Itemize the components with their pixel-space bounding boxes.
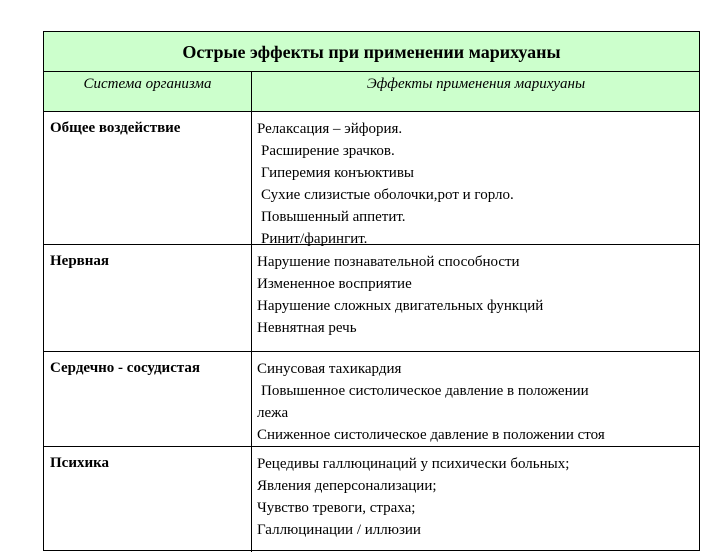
effect-line: Расширение зрачков. — [261, 143, 395, 159]
effect-line: Рецедивы галлюцинаций у психически больных; — [257, 456, 570, 472]
effect-line: Измененное восприятие — [257, 276, 412, 292]
effect-line: Галлюцинации / иллюзии — [257, 522, 421, 538]
effects-cell — [257, 251, 693, 339]
effect-line: Чувство тревоги, страха; — [257, 500, 416, 516]
effect-line: Нарушение познавательной способности — [257, 254, 520, 270]
effects-table — [43, 31, 700, 551]
effect-line: Повышенный аппетит. — [261, 209, 406, 225]
system-cell: Сердечно - сосудистая — [50, 360, 201, 376]
system-cell: Нервная — [50, 253, 110, 269]
effect-line: Невнятная речь — [257, 320, 357, 336]
effects-cell — [257, 118, 693, 250]
header-effects: Эффекты применения марихуаны — [366, 76, 586, 92]
table-row — [44, 245, 699, 352]
table-row — [44, 352, 699, 447]
system-cell: Психика — [50, 455, 110, 471]
system-cell: Общее воздействие — [50, 120, 181, 136]
header-system: Система организма — [83, 76, 212, 92]
effect-line: лежа — [257, 405, 289, 421]
table-header-row — [44, 72, 699, 112]
effect-line: Синусовая тахикардия — [257, 361, 402, 377]
effect-line: Релаксация – эйфория. — [257, 121, 403, 137]
effect-line: Явления деперсонализации; — [257, 478, 437, 494]
effect-line: Сниженное систолическое давление в положении стоя — [257, 427, 605, 443]
effect-line: Сухие слизистые оболочки,рот и горло. — [261, 187, 514, 203]
effect-line: Ринит/фарингит. — [261, 231, 368, 247]
table-row — [44, 447, 699, 552]
effect-line: Нарушение сложных двигательных функций — [257, 298, 544, 314]
effect-line: Повышенное систолическое давление в положении — [261, 383, 589, 399]
effect-line: Гиперемия конъюктивы — [261, 165, 414, 181]
table-row — [44, 112, 699, 245]
effects-cell — [257, 453, 693, 541]
effects-cell — [257, 358, 693, 446]
table-title: Острые эффекты при применении марихуаны — [44, 32, 699, 72]
